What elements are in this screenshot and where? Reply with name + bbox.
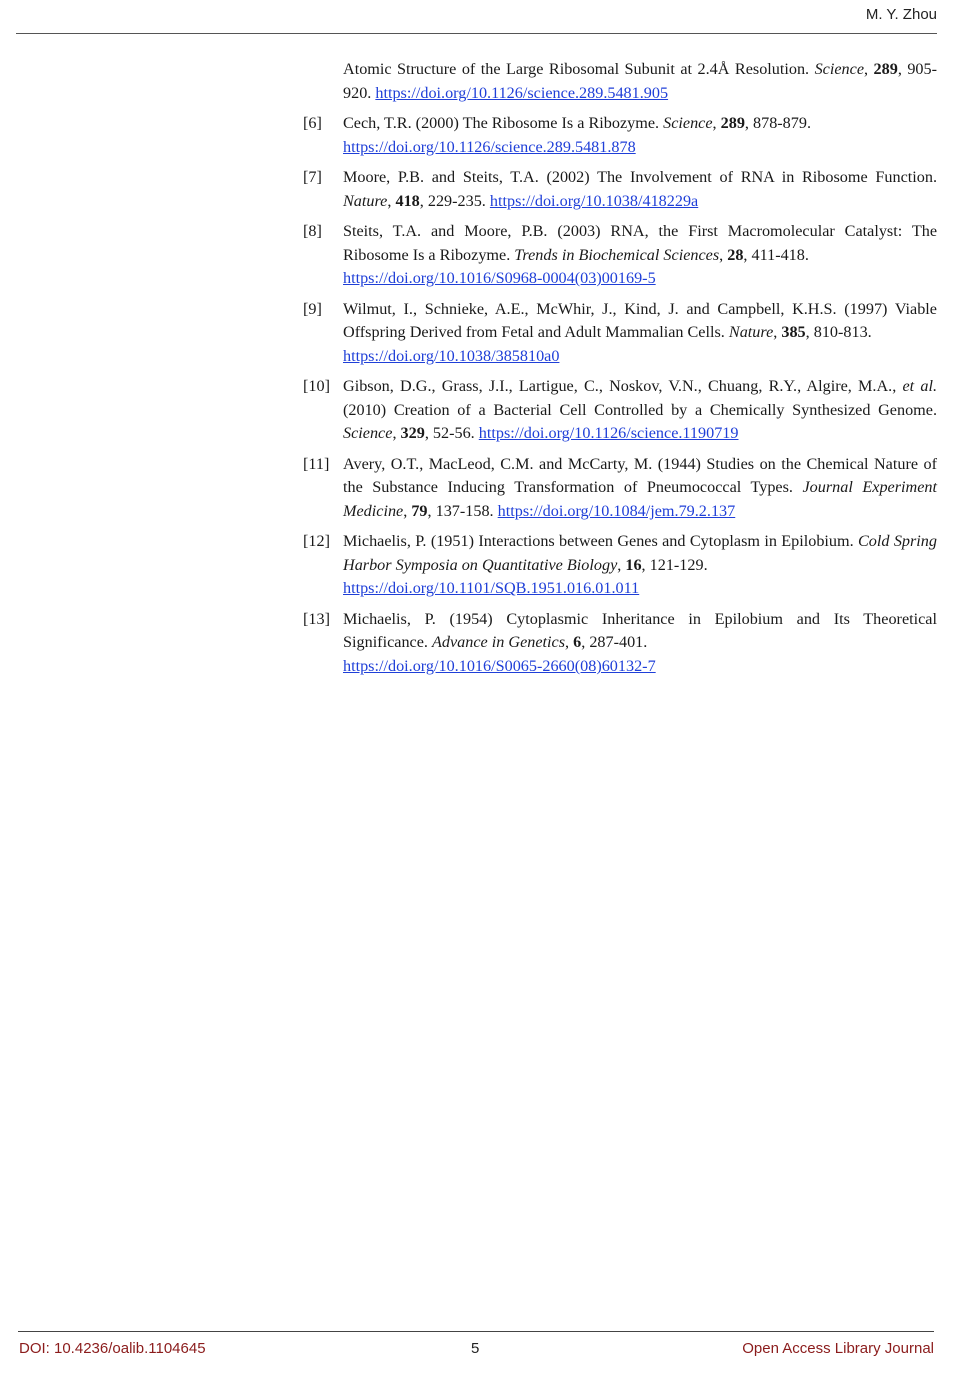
doi-link[interactable]: https://doi.org/10.1084/jem.79.2.137 xyxy=(497,501,736,520)
reference-item xyxy=(300,530,937,601)
reference-text: , xyxy=(387,191,396,210)
reference-text: Michaelis, P. (1954) Cytoplasmic Inheritance in Epilobium and Its Theoretical Significance. xyxy=(343,609,937,652)
reference-text: , xyxy=(773,323,782,342)
journal-name: Journal Experiment Medicine xyxy=(343,478,937,520)
reference-text: , 287-401. xyxy=(581,633,648,652)
reference-item xyxy=(300,298,937,369)
journal-name: Nature xyxy=(728,323,774,342)
reference-text: , xyxy=(403,501,412,520)
reference-item xyxy=(300,220,937,291)
reference-item xyxy=(300,58,937,105)
doi-link[interactable]: https://doi.org/10.1101/SQB.1951.016.01.011 xyxy=(343,579,640,598)
doi-link[interactable]: https://doi.org/10.1126/science.289.5481.878 xyxy=(343,137,636,156)
reference-text: Moore, P.B. and Steits, T.A. (2002) The Involvement of RNA in Ribosome Function. xyxy=(343,167,937,186)
volume: 329 xyxy=(400,424,425,443)
reference-text: Steits, T.A. and Moore, P.B. (2003) RNA, the First Macromolecular Catalyst: The Ribosome Is a Ribozyme. xyxy=(343,221,937,264)
reference-text: , 52-56. xyxy=(424,424,479,443)
reference-text: , 229-235. xyxy=(419,191,490,210)
reference-item xyxy=(300,112,937,159)
volume: 418 xyxy=(395,191,420,210)
reference-text: , 878-879. xyxy=(744,113,812,132)
reference-number: [9] xyxy=(303,299,322,318)
journal-name: Nature xyxy=(343,191,388,210)
page-header xyxy=(16,0,937,34)
reference-text: , 810-813. xyxy=(805,323,872,342)
journal-name: Science xyxy=(814,60,865,78)
footer-divider xyxy=(18,1331,934,1332)
reference-text: , xyxy=(617,555,626,574)
reference-text: , xyxy=(864,60,874,78)
running-head-author: M. Y. Zhou xyxy=(865,6,937,23)
reference-text: , xyxy=(712,113,721,132)
reference-text: Cech, T.R. (2000) The Ribosome Is a Ribozyme. xyxy=(343,113,664,132)
reference-number: [11] xyxy=(303,454,330,473)
reference-number: [12] xyxy=(303,532,330,551)
reference-text: Wilmut, I., Schnieke, A.E., McWhir, J., Kind, J. and Campbell, K.H.S. (1997) Viable Offspring Derived from Fetal and Adult Mammalian Cells. xyxy=(343,299,937,342)
reference-number: [6] xyxy=(303,113,322,132)
volume: 289 xyxy=(873,60,898,78)
reference-text: , xyxy=(392,424,401,443)
reference-number: [8] xyxy=(303,221,322,240)
journal-name: Science xyxy=(663,113,713,132)
page-number: 5 xyxy=(471,1340,480,1357)
doi-link[interactable]: https://doi.org/10.1038/385810a0 xyxy=(343,346,560,365)
reference-number: [7] xyxy=(303,167,322,186)
reference-text: , 121-129. xyxy=(641,555,708,574)
volume: 28 xyxy=(727,245,744,264)
footer-doi: DOI: 10.4236/oalib.1104645 xyxy=(19,1340,206,1357)
reference-text: Michaelis, P. (1951) Interactions between Genes and Cytoplasm in Epilobium. xyxy=(343,532,858,551)
reference-text: , 411-418. xyxy=(743,245,809,264)
reference-text: , xyxy=(565,633,574,652)
volume: 79 xyxy=(411,501,428,520)
reference-text: , 137-158. xyxy=(427,501,498,520)
reference-text: , xyxy=(719,245,728,264)
volume: 385 xyxy=(781,323,806,342)
volume: 289 xyxy=(720,113,745,132)
doi-link[interactable]: https://doi.org/10.1038/418229a xyxy=(489,191,699,210)
reference-text: Atomic Structure of the Large Ribosomal Subunit at 2.4Å Resolution. xyxy=(343,60,815,78)
reference-number: [13] xyxy=(303,609,330,628)
reference-text: (2010) Creation of a Bacterial Cell Controlled by a Chemically Synthesized Genome. xyxy=(343,400,937,419)
et-al: et al. xyxy=(902,377,937,396)
reference-item xyxy=(300,375,937,446)
reference-text: Avery, O.T., MacLeod, C.M. and McCarty, M. (1944) Studies on the Chemical Nature of the Substance Inducing Transformation of Pneumococcal Types. xyxy=(343,454,937,497)
reference-number: [10] xyxy=(303,377,330,396)
reference-item xyxy=(300,608,937,679)
reference-item xyxy=(300,453,937,524)
reference-text: Gibson, D.G., Grass, J.I., Lartigue, C., Noskov, V.N., Chuang, R.Y., Algire, M.A., xyxy=(343,377,903,396)
doi-link[interactable]: https://doi.org/10.1126/science.1190719 xyxy=(478,424,739,443)
volume: 16 xyxy=(625,555,642,574)
reference-list xyxy=(300,58,937,685)
reference-item xyxy=(300,166,937,213)
volume: 6 xyxy=(573,633,582,652)
doi-link[interactable]: https://doi.org/10.1016/S0968-0004(03)00169-5 xyxy=(343,269,656,288)
journal-name: Advance in Genetics xyxy=(432,633,566,652)
journal-name: Cold Spring Harbor Symposia on Quantitative Biology xyxy=(343,532,937,574)
doi-link[interactable]: https://doi.org/10.1126/science.289.5481.905 xyxy=(375,83,669,102)
footer-journal-name: Open Access Library Journal xyxy=(742,1340,934,1357)
journal-name: Science xyxy=(343,424,393,443)
doi-link[interactable]: https://doi.org/10.1016/S0065-2660(08)60132-7 xyxy=(343,657,656,676)
journal-name: Trends in Biochemical Sciences xyxy=(514,245,720,264)
reference-text: , 905-920. xyxy=(343,60,937,102)
